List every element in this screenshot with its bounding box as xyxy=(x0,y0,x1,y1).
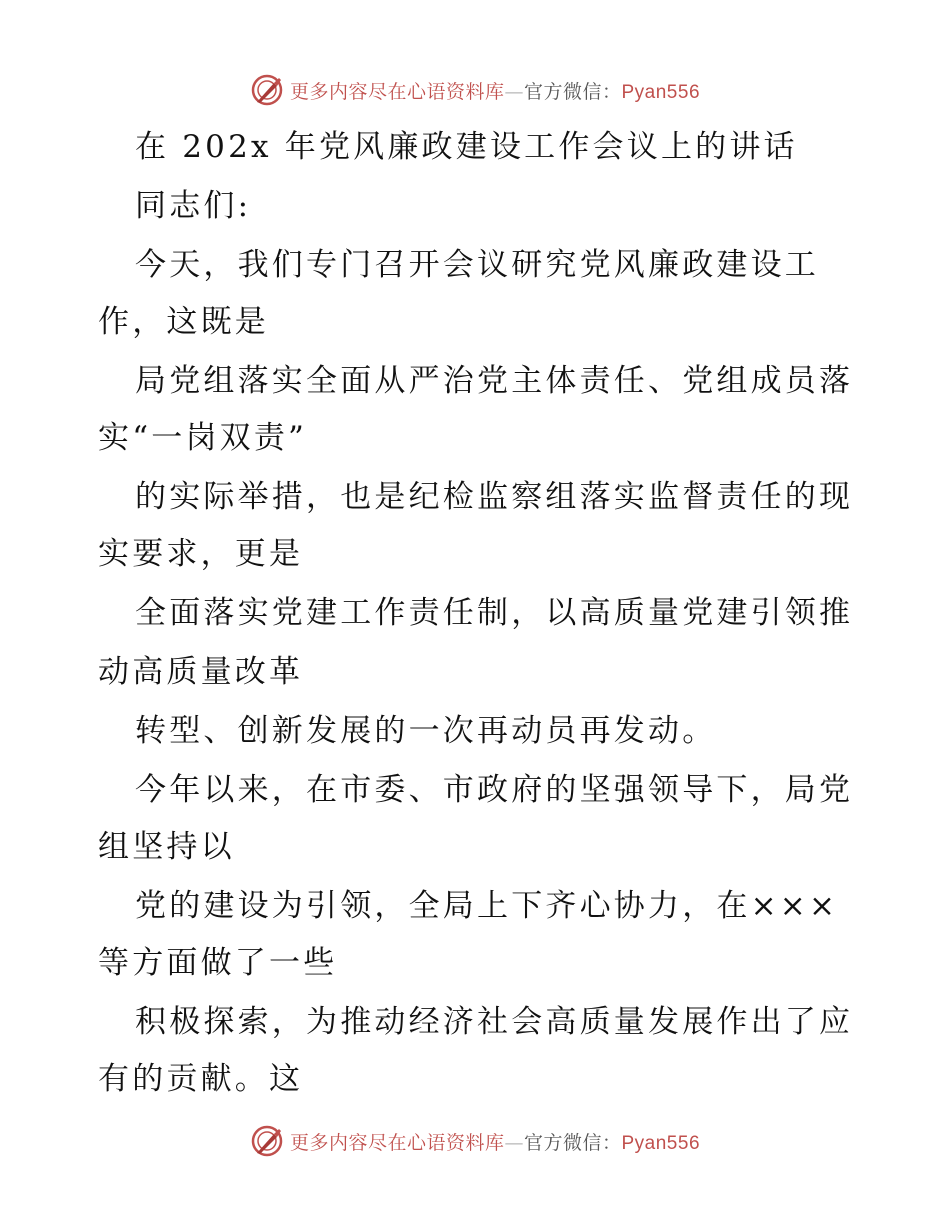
paragraph-line: 实“一岗双责” xyxy=(98,420,308,456)
paragraph-line: 作，这既是 xyxy=(98,304,269,340)
pen-logo-icon xyxy=(250,1124,284,1158)
paragraph-line: 等方面做了一些 xyxy=(98,945,338,981)
paragraph-line: 组坚持以 xyxy=(98,829,235,865)
paragraph-line: 今年以来，在市委、市政府的坚强领导下，局党 xyxy=(135,772,854,808)
footer-watermark xyxy=(0,1121,950,1161)
paragraph-line: 有的贡献。这 xyxy=(98,1061,304,1097)
paragraph-line: 全面落实党建工作责任制，以高质量党建引领推 xyxy=(135,595,854,631)
watermark-text: 更多内容尽在心语资料库—官方微信：Pyan556 xyxy=(289,1131,701,1154)
paragraph-line: 积极探索，为推动经济社会高质量发展作出了应 xyxy=(135,1004,854,1040)
paragraph-line: 动高质量改革 xyxy=(98,654,304,690)
paragraph-line: 局党组落实全面从严治党主体责任、党组成员落 xyxy=(135,363,854,399)
paragraph-line: 转型、创新发展的一次再动员再发动。 xyxy=(135,713,717,749)
paragraph-line: 实要求，更是 xyxy=(98,536,304,572)
paragraph-line: 今天，我们专门召开会议研究党风廉政建设工 xyxy=(135,247,819,283)
document-title: 在 202x 年党风廉政建设工作会议上的讲话 xyxy=(135,129,798,165)
salutation: 同志们: xyxy=(135,188,252,224)
paragraph-line: 的实际举措，也是纪检监察组落实监督责任的现 xyxy=(135,479,854,515)
watermark-text: 更多内容尽在心语资料库—官方微信：Pyan556 xyxy=(289,80,701,103)
paragraph-line: 党的建设为引领，全局上下齐心协力，在××× xyxy=(135,888,839,924)
